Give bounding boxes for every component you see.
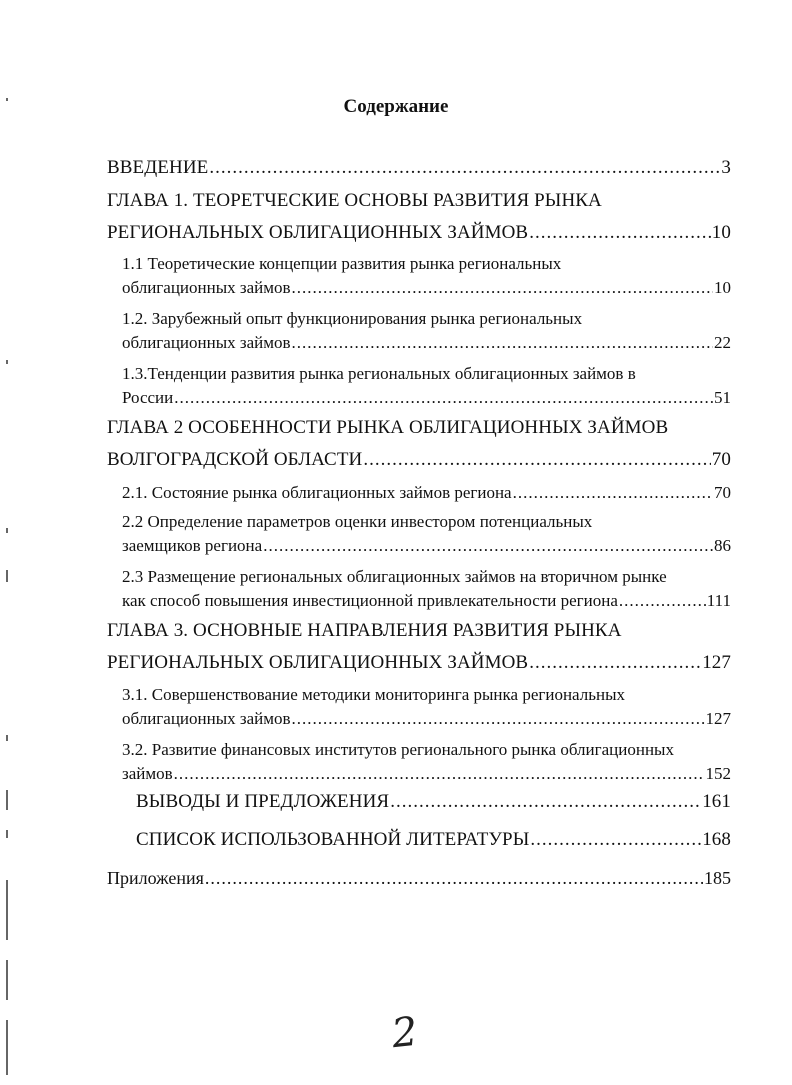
toc-entry-title-line: ГЛАВА 3. ОСНОВНЫЕ НАПРАВЛЕНИЯ РАЗВИТИЯ РЫНКА bbox=[107, 620, 622, 641]
toc-entry bbox=[107, 866, 731, 890]
handwritten-page-number: 2 bbox=[389, 1008, 420, 1058]
toc-entry-title-line: 3.1. Совершенствование методики мониторинга рынка региональных bbox=[122, 685, 625, 704]
scan-edge-marks bbox=[0, 0, 18, 1085]
toc-entry bbox=[107, 156, 731, 180]
toc-page-number: 127 bbox=[702, 652, 731, 673]
toc-entry bbox=[107, 619, 731, 643]
toc-entry bbox=[107, 189, 731, 213]
toc-page-number: 10 bbox=[714, 278, 731, 297]
toc-leader-dots bbox=[530, 828, 701, 852]
toc-entry-title: СПИСОК ИСПОЛЬЗОВАННОЙ ЛИТЕРАТУРЫ bbox=[136, 829, 530, 850]
toc-entry-title: 2.1. Состояние рынка облигационных займов региона bbox=[122, 483, 512, 502]
toc-entry-continuation bbox=[107, 221, 731, 245]
toc-entry-title: ВЫВОДЫ И ПРЕДЛОЖЕНИЯ bbox=[136, 791, 390, 812]
toc-leader-dots bbox=[390, 790, 701, 814]
toc-leader-dots bbox=[292, 276, 713, 300]
toc-page-number: 111 bbox=[706, 591, 731, 610]
toc-entry-title-line: заемщиков региона bbox=[122, 536, 263, 555]
toc-entry-title: Приложения bbox=[107, 868, 204, 888]
toc-entry bbox=[122, 683, 731, 731]
toc-entry bbox=[122, 481, 731, 505]
toc-page-number: 3 bbox=[721, 157, 731, 178]
toc-leader-dots bbox=[209, 156, 720, 180]
toc-entry bbox=[136, 828, 731, 852]
toc-leader-dots bbox=[619, 589, 706, 613]
toc-leader-dots bbox=[513, 481, 713, 505]
toc-entry-title-line: 1.2. Зарубежный опыт функционирования рынка региональных bbox=[122, 309, 583, 328]
toc-leader-dots bbox=[292, 331, 713, 355]
toc-page-number: 161 bbox=[702, 791, 731, 812]
toc-page-number: 22 bbox=[714, 333, 731, 352]
toc-leader-dots bbox=[292, 707, 705, 731]
toc-entry-title-line: России bbox=[122, 388, 174, 407]
toc-leader-dots bbox=[263, 534, 713, 558]
toc-entry bbox=[122, 738, 731, 786]
toc-leader-dots bbox=[529, 651, 701, 675]
toc-page-number: 70 bbox=[714, 483, 731, 502]
toc-entry-title-line: как способ повышения инвестиционной привлекательности региона bbox=[122, 591, 618, 610]
toc-entry-title-line: ГЛАВА 2 ОСОБЕННОСТИ РЫНКА ОБЛИГАЦИОННЫХ ЗАЙМОВ bbox=[107, 417, 669, 438]
toc-entry-title-line: ВОЛГОГРАДСКОЙ ОБЛАСТИ bbox=[107, 449, 363, 470]
toc-entry-title-line: РЕГИОНАЛЬНЫХ ОБЛИГАЦИОННЫХ ЗАЙМОВ bbox=[107, 222, 529, 243]
toc-leader-dots bbox=[205, 866, 703, 890]
toc-entry-continuation bbox=[107, 651, 731, 675]
toc-entry bbox=[107, 416, 731, 440]
toc-entry bbox=[122, 510, 731, 558]
toc-entry-title-line: ГЛАВА 1. ТЕОРЕТЧЕСКИЕ ОСНОВЫ РАЗВИТИЯ РЫНКА bbox=[107, 190, 602, 211]
page-title: Содержание bbox=[343, 96, 449, 117]
toc-page-number: 185 bbox=[704, 868, 731, 888]
toc-entry-title-line: 1.1 Теоретические концепции развития рынка региональных bbox=[122, 254, 562, 273]
toc-entry-title-line: облигационных займов bbox=[122, 709, 291, 728]
toc-page-number: 127 bbox=[705, 709, 731, 728]
toc-entry bbox=[122, 307, 731, 355]
toc-leader-dots bbox=[174, 386, 713, 410]
toc-entry-continuation bbox=[107, 448, 731, 472]
toc-page-number: 168 bbox=[702, 829, 731, 850]
toc-leader-dots bbox=[363, 448, 710, 472]
toc-entry-title: ВВЕДЕНИЕ bbox=[107, 157, 209, 178]
toc-leader-dots bbox=[529, 221, 711, 245]
toc-page-number: 70 bbox=[711, 449, 731, 470]
toc-entry-title-line: 3.2. Развитие финансовых институтов регионального рынка облигационных bbox=[122, 740, 674, 759]
toc-entry-title-line: облигационных займов bbox=[122, 333, 291, 352]
toc-entry-title-line: облигационных займов bbox=[122, 278, 291, 297]
toc-entry-title-line: 2.2 Определение параметров оценки инвестором потенциальных bbox=[122, 512, 593, 531]
toc-entry-title-line: РЕГИОНАЛЬНЫХ ОБЛИГАЦИОННЫХ ЗАЙМОВ bbox=[107, 652, 529, 673]
toc-entry-title-line: 2.3 Размещение региональных облигационных займов на вторичном рынке bbox=[122, 567, 667, 586]
toc-entry bbox=[122, 362, 731, 410]
toc-entry-title-line: займов bbox=[122, 764, 173, 783]
toc-entry bbox=[122, 565, 731, 613]
toc-entry-title-line: 1.3.Тенденции развития рынка региональных облигационных займов в bbox=[122, 364, 636, 383]
toc-page-number: 152 bbox=[705, 764, 731, 783]
toc-page-number: 51 bbox=[714, 388, 731, 407]
toc-page-number: 86 bbox=[714, 536, 731, 555]
toc-page-number: 10 bbox=[711, 222, 731, 243]
toc-leader-dots bbox=[174, 762, 705, 786]
toc-entry bbox=[122, 252, 731, 300]
toc-entry bbox=[136, 790, 731, 814]
